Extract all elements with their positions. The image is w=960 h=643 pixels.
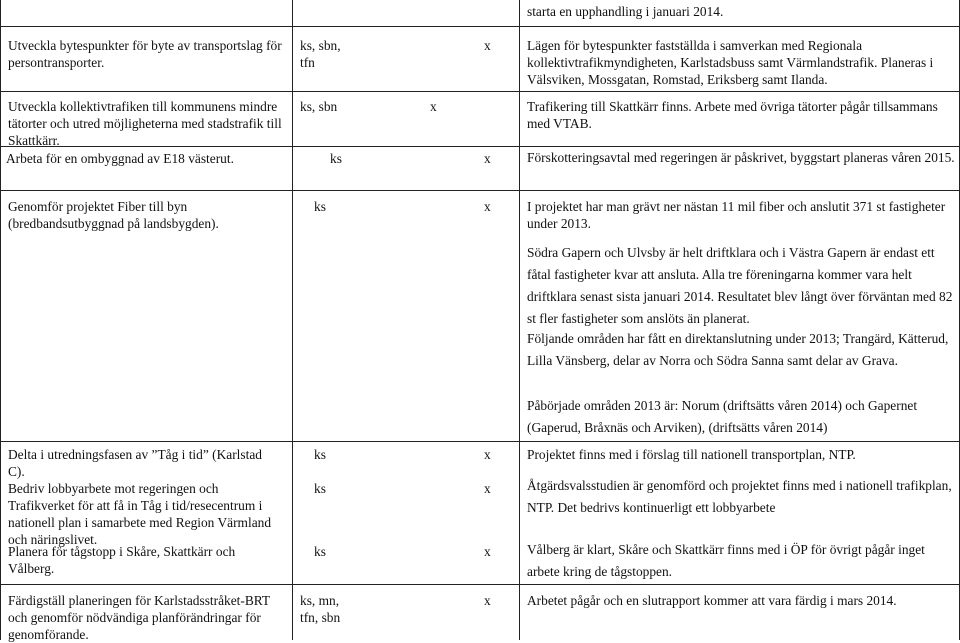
responsible-cell: ks, sbn xyxy=(300,99,338,114)
responsible-cell: ks xyxy=(314,481,326,496)
responsible-cell: ks xyxy=(314,447,326,462)
col-divider xyxy=(519,0,520,640)
done-mark: x xyxy=(484,481,491,496)
status-paragraph: Södra Gapern och Ulvsby är helt driftklara och i Västra Gapern är endast ett fåtal fastigheter kvar att ansluta. Alla tre föreningarna kommer vara helt driftklara senast sista januari 2014. Resultatet blev långt över förväntan med 82 st fler fastigheter som anslöts än planerat. xyxy=(527,245,953,326)
status-cell: Projektet finns med i förslag till nationell transportplan, NTP. xyxy=(527,447,856,462)
done-mark: x xyxy=(484,593,491,608)
done-mark: x xyxy=(484,544,491,559)
status-cell: Vålberg är klart, Skåre och Skattkärr finns med i ÖP för övrigt pågår inget arbete kring de tågstoppen. xyxy=(527,542,925,579)
responsible-cell: ks, mn, tfn, sbn xyxy=(300,593,341,625)
done-mark: x xyxy=(484,151,491,166)
row-divider xyxy=(0,91,960,92)
row-divider xyxy=(0,26,960,27)
responsible-cell: ks xyxy=(314,544,326,559)
status-cell: starta en upphandling i januari 2014. xyxy=(527,4,724,19)
done-mark: x xyxy=(430,99,437,114)
done-mark: x xyxy=(484,38,491,53)
task-cell: Delta i utredningsfasen av ”Tåg i tid” (Karlstad C). xyxy=(8,447,262,479)
status-cell: Förskotteringsavtal med regeringen är påskrivet, byggstart planeras våren 2015. xyxy=(527,150,955,165)
responsible-cell: ks xyxy=(330,151,342,166)
task-cell: Planera för tågstopp i Skåre, Skattkärr och Vålberg. xyxy=(8,544,236,576)
status-cell: Lägen för bytespunkter fastställda i samverkan med Regionala kollektivtrafikmyndigheten, Karlstadsbuss samt Värmlandstrafik. Planeras i Välsviken, Mossgatan, Romstad, Eriksberg samt Ilanda. xyxy=(527,38,934,87)
responsible-cell: ks xyxy=(314,199,326,214)
row-divider xyxy=(0,190,960,191)
task-cell: Utveckla bytespunkter för byte av transportslag för persontransporter. xyxy=(8,38,282,70)
task-cell: Färdigställ planeringen för Karlstadsstråket-BRT och genomför nödvändiga planförändringar för genomförande. xyxy=(8,593,270,642)
status-paragraph: Påbörjade områden 2013 är: Norum (driftsätts våren 2014) och Gapernet (Gaperud, Bråxnäs och Arviken), (driftsätts våren 2014) xyxy=(527,398,918,435)
task-cell: Genomför projektet Fiber till byn (bredbandsutbyggnad på landsbygden). xyxy=(8,199,219,231)
row-divider xyxy=(0,584,960,585)
task-cell: Arbeta för en ombyggnad av E18 västerut. xyxy=(6,151,234,166)
status-paragraph: Följande områden har fått en direktanslutning under 2013; Trangärd, Kätterud, Lilla Vänsberg, delar av Norra och Södra Sanna samt delar av Grava. xyxy=(527,331,949,368)
responsible-cell: ks, sbn, tfn xyxy=(300,38,341,70)
col-divider xyxy=(292,0,293,640)
status-cell: Trafikering till Skattkärr finns. Arbete med övriga tätorter pågår tillsammans med VTAB. xyxy=(527,99,938,131)
task-cell: Utveckla kollektivtrafiken till kommunens mindre tätorter och utred möjligheterna med stadstrafik till Skattkärr. xyxy=(8,99,282,148)
done-mark: x xyxy=(484,199,491,214)
row-divider xyxy=(0,441,960,442)
status-cell: Åtgärdsvalsstudien är genomförd och projektet finns med i nationell trafikplan, NTP. Det bedrivs kontinuerligt ett lobbyarbete xyxy=(527,478,952,515)
task-cell: Bedriv lobbyarbete mot regeringen och Trafikverket för att få in Tåg i tid/resecentrum i nationell plan i samarbete med Region Värmland och näringslivet. xyxy=(8,481,272,547)
status-cell: Arbetet pågår och en slutrapport kommer att vara färdig i mars 2014. xyxy=(527,593,897,608)
status-cell: I projektet har man grävt ner nästan 11 mil fiber och anslutit 371 st fastigheter under 2013. xyxy=(527,199,946,231)
done-mark: x xyxy=(484,447,491,462)
col-divider xyxy=(0,0,1,640)
